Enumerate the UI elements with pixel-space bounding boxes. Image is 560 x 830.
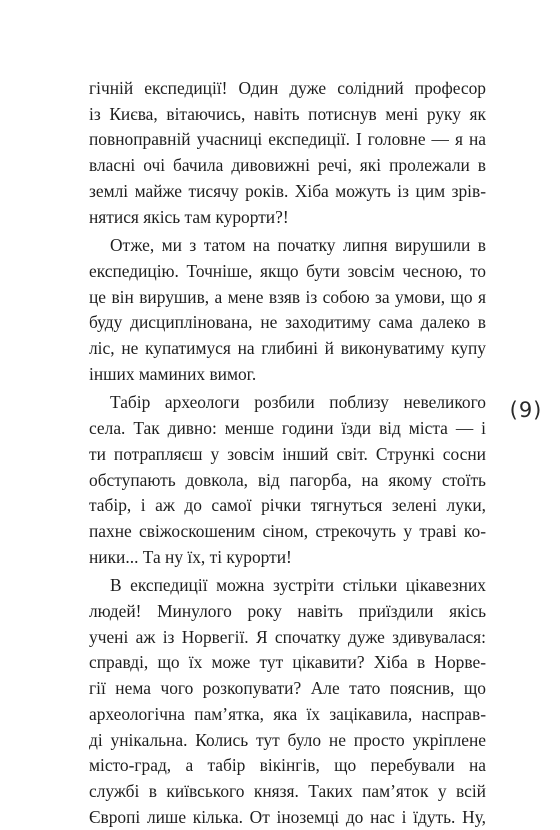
text-line: Європі лише кілька. От іноземці до нас і їдуть. Ну, [89,806,486,827]
page-number: (9) [509,398,543,422]
text-line: повноправній учасниці експедиції. І головне — я на [89,129,486,150]
text-line: села. Так дивно: менше години їзди від міста — і [89,418,486,439]
text-line: археологічна пам’ятка, яка їх зацікавила, насправ- [89,703,486,724]
paragraph-4 [89,573,486,830]
paragraph-3 [89,390,486,570]
text-line: ді унікальна. Колись тут було не просто укріплене [89,729,486,750]
text-line: нятися якісь там курорти?! [89,206,289,227]
paragraph-2 [89,233,486,387]
text-column [89,76,486,830]
paragraph-1 [89,76,486,230]
text-line: із Києва, вітаючись, навіть потиснув мені руку як [89,103,486,124]
text-line: експедицію. Точніше, якщо бути зовсім чесною, то [89,260,486,281]
text-line: буду дисциплінована, не заходитиму сама далеко в [89,312,486,333]
text-line: місто-град, а табір вікінгів, що перебували на [89,755,486,776]
text-line: це він вирушив, а мене взяв із собою за умови, що я [89,286,486,307]
text-line: гічній експедиції! Один дуже солідний професор [89,78,486,98]
text-line: власні очі бачила дивовижні речі, які пролежали в [89,155,486,176]
text-line: Отже, ми з татом на початку липня вирушили в [110,235,486,256]
text-line: службі в київського князя. Таких пам’яток у всій [89,780,486,801]
text-line: табір, і аж до самої річки тягнуться зелені луки, [89,495,486,516]
text-line: учені аж із Норвегії. Я спочатку дуже здивувалася: [89,626,486,647]
text-line: інших маминих вимог. [89,363,257,384]
text-line: ліс, не купатимуся на глибині й виконуватиму купу [89,338,486,359]
text-line: обступають довкола, від пагорба, на якому стоїть [89,469,486,490]
text-line: справді, що їх може тут цікавити? Хіба в Норве- [89,652,486,673]
text-line: гії нема чого розкопувати? Але тато пояснив, що [89,678,486,699]
text-line: ники... Та ну їх, ті курорти! [89,546,292,567]
text-line: ти потрапляєш у зовсім інший світ. Стрункі сосни [89,443,486,464]
text-line: пахне свіжоскошеним сіном, стрекочуть у траві ко- [89,520,486,541]
text-line: В експедиції можна зустріти стільки цікавезних [110,575,486,596]
text-line: людей! Минулого року навіть приїздили якісь [89,601,486,622]
text-line: Табір археологи розбили поблизу невеликого [110,392,486,413]
text-line: землі майже тисячу років. Хіба можуть із цим зрів- [89,180,486,201]
